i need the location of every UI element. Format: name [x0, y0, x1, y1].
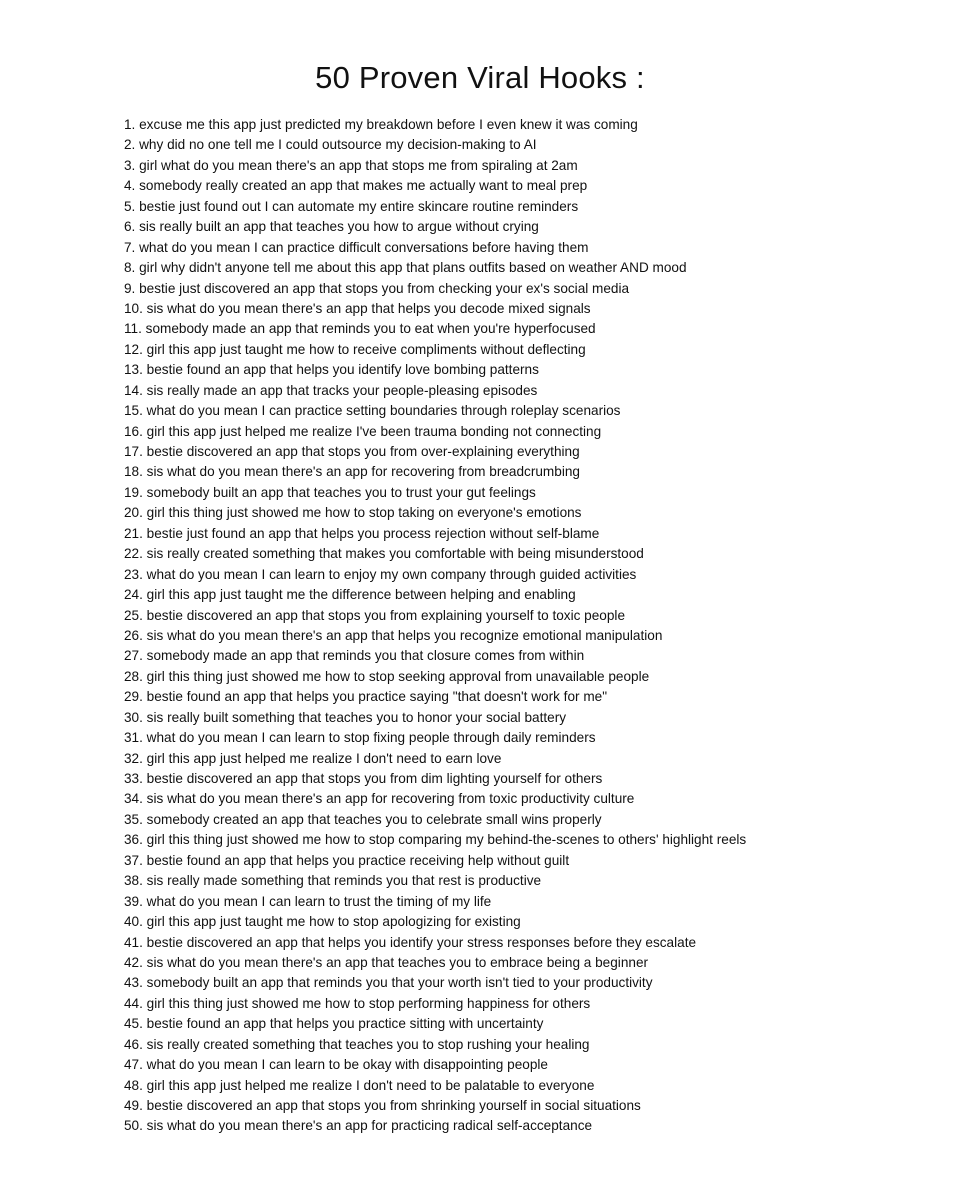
list-item: 24. girl this app just taught me the difference between helping and enabling: [124, 587, 576, 603]
list-item: 40. girl this app just taught me how to stop apologizing for existing: [124, 914, 521, 930]
list-item: 7. what do you mean I can practice difficult conversations before having them: [124, 239, 589, 255]
list-item: 50. sis what do you mean there's an app for practicing radical self-acceptance: [124, 1118, 593, 1134]
list-item: 47. what do you mean I can learn to be okay with disappointing people: [124, 1057, 548, 1073]
list-item: 36. girl this thing just showed me how to stop comparing my behind-the-scenes to others' highlight reels: [124, 832, 747, 848]
list-item: 32. girl this app just helped me realize I don't need to earn love: [124, 750, 502, 766]
list-item: 14. sis really made an app that tracks your people-pleasing episodes: [124, 382, 538, 398]
list-item: 3. girl what do you mean there's an app that stops me from spiraling at 2am: [124, 157, 578, 173]
list-item: 4. somebody really created an app that makes me actually want to meal prep: [124, 178, 588, 194]
list-item: 23. what do you mean I can learn to enjoy my own company through guided activities: [124, 566, 637, 582]
list-item: 46. sis really created something that teaches you to stop rushing your healing: [124, 1036, 590, 1052]
list-item: 5. bestie just found out I can automate my entire skincare routine reminders: [124, 198, 579, 214]
list-item: 10. sis what do you mean there's an app that helps you decode mixed signals: [124, 300, 591, 316]
list-item: 20. girl this thing just showed me how to stop taking on everyone's emotions: [124, 505, 582, 521]
list-item: 49. bestie discovered an app that stops you from shrinking yourself in social situations: [124, 1098, 641, 1113]
list-item: 21. bestie just found an app that helps you process rejection without self-blame: [124, 525, 600, 541]
list-item: 26. sis what do you mean there's an app that helps you recognize emotional manipulation: [124, 627, 663, 643]
list-item: 18. sis what do you mean there's an app for recovering from breadcrumbing: [124, 464, 580, 480]
list-item: 8. girl why didn't anyone tell me about this app that plans outfits based on weather AND mood: [124, 260, 687, 276]
list-item: 17. bestie discovered an app that stops you from over-explaining everything: [124, 444, 580, 459]
list-item: 2. why did no one tell me I could outsource my decision-making to AI: [124, 137, 537, 153]
list-item: 35. somebody created an app that teaches you to celebrate small wins properly: [124, 811, 602, 827]
list-item: 34. sis what do you mean there's an app for recovering from toxic productivity culture: [124, 791, 635, 807]
list-item: 6. sis really built an app that teaches you how to argue without crying: [124, 219, 539, 235]
list-item: 44. girl this thing just showed me how to stop performing happiness for others: [124, 995, 591, 1011]
page-title: 50 Proven Viral Hooks :: [315, 60, 645, 95]
list-item: 48. girl this app just helped me realize I don't need to be palatable to everyone: [124, 1077, 595, 1093]
list-item: 19. somebody built an app that teaches you to trust your gut feelings: [124, 484, 536, 500]
list-item: 29. bestie found an app that helps you practice saying "that doesn't work for me": [124, 689, 608, 705]
list-item: 30. sis really built something that teaches you to honor your social battery: [124, 709, 567, 725]
list-item: 13. bestie found an app that helps you identify love bombing patterns: [124, 362, 539, 378]
list-item: 12. girl this app just taught me how to receive compliments without deflecting: [124, 341, 586, 357]
list-item: 39. what do you mean I can learn to trust the timing of my life: [124, 893, 492, 909]
list-item: 16. girl this app just helped me realize I've been trauma bonding not connecting: [124, 423, 602, 439]
list-item: 9. bestie just discovered an app that stops you from checking your ex's social media: [124, 280, 630, 296]
list-item: 41. bestie discovered an app that helps you identify your stress responses before they escalate: [124, 934, 697, 950]
list-item: 43. somebody built an app that reminds you that your worth isn't tied to your productivity: [124, 975, 653, 991]
hooks-list: [124, 115, 944, 1137]
list-item: 42. sis what do you mean there's an app that teaches you to embrace being a beginner: [124, 954, 649, 970]
list-item: 25. bestie discovered an app that stops you from explaining yourself to toxic people: [124, 607, 626, 623]
list-item: 27. somebody made an app that reminds you that closure comes from within: [124, 648, 585, 664]
list-item: 33. bestie discovered an app that stops you from dim lighting yourself for others: [124, 771, 603, 786]
list-item: 22. sis really created something that makes you comfortable with being misunderstood: [124, 546, 644, 562]
list-item: 15. what do you mean I can practice setting boundaries through roleplay scenarios: [124, 403, 621, 419]
list-item: 1. excuse me this app just predicted my breakdown before I even knew it was coming: [124, 117, 638, 132]
list-item: 28. girl this thing just showed me how to stop seeking approval from unavailable people: [124, 668, 650, 684]
list-item: 45. bestie found an app that helps you practice sitting with uncertainty: [124, 1016, 544, 1032]
list-item: 38. sis really made something that reminds you that rest is productive: [124, 873, 542, 889]
list-item: 37. bestie found an app that helps you practice receiving help without guilt: [124, 852, 570, 868]
list-item: 11. somebody made an app that reminds you to eat when you're hyperfocused: [124, 321, 596, 337]
list-item: 31. what do you mean I can learn to stop fixing people through daily reminders: [124, 730, 596, 746]
